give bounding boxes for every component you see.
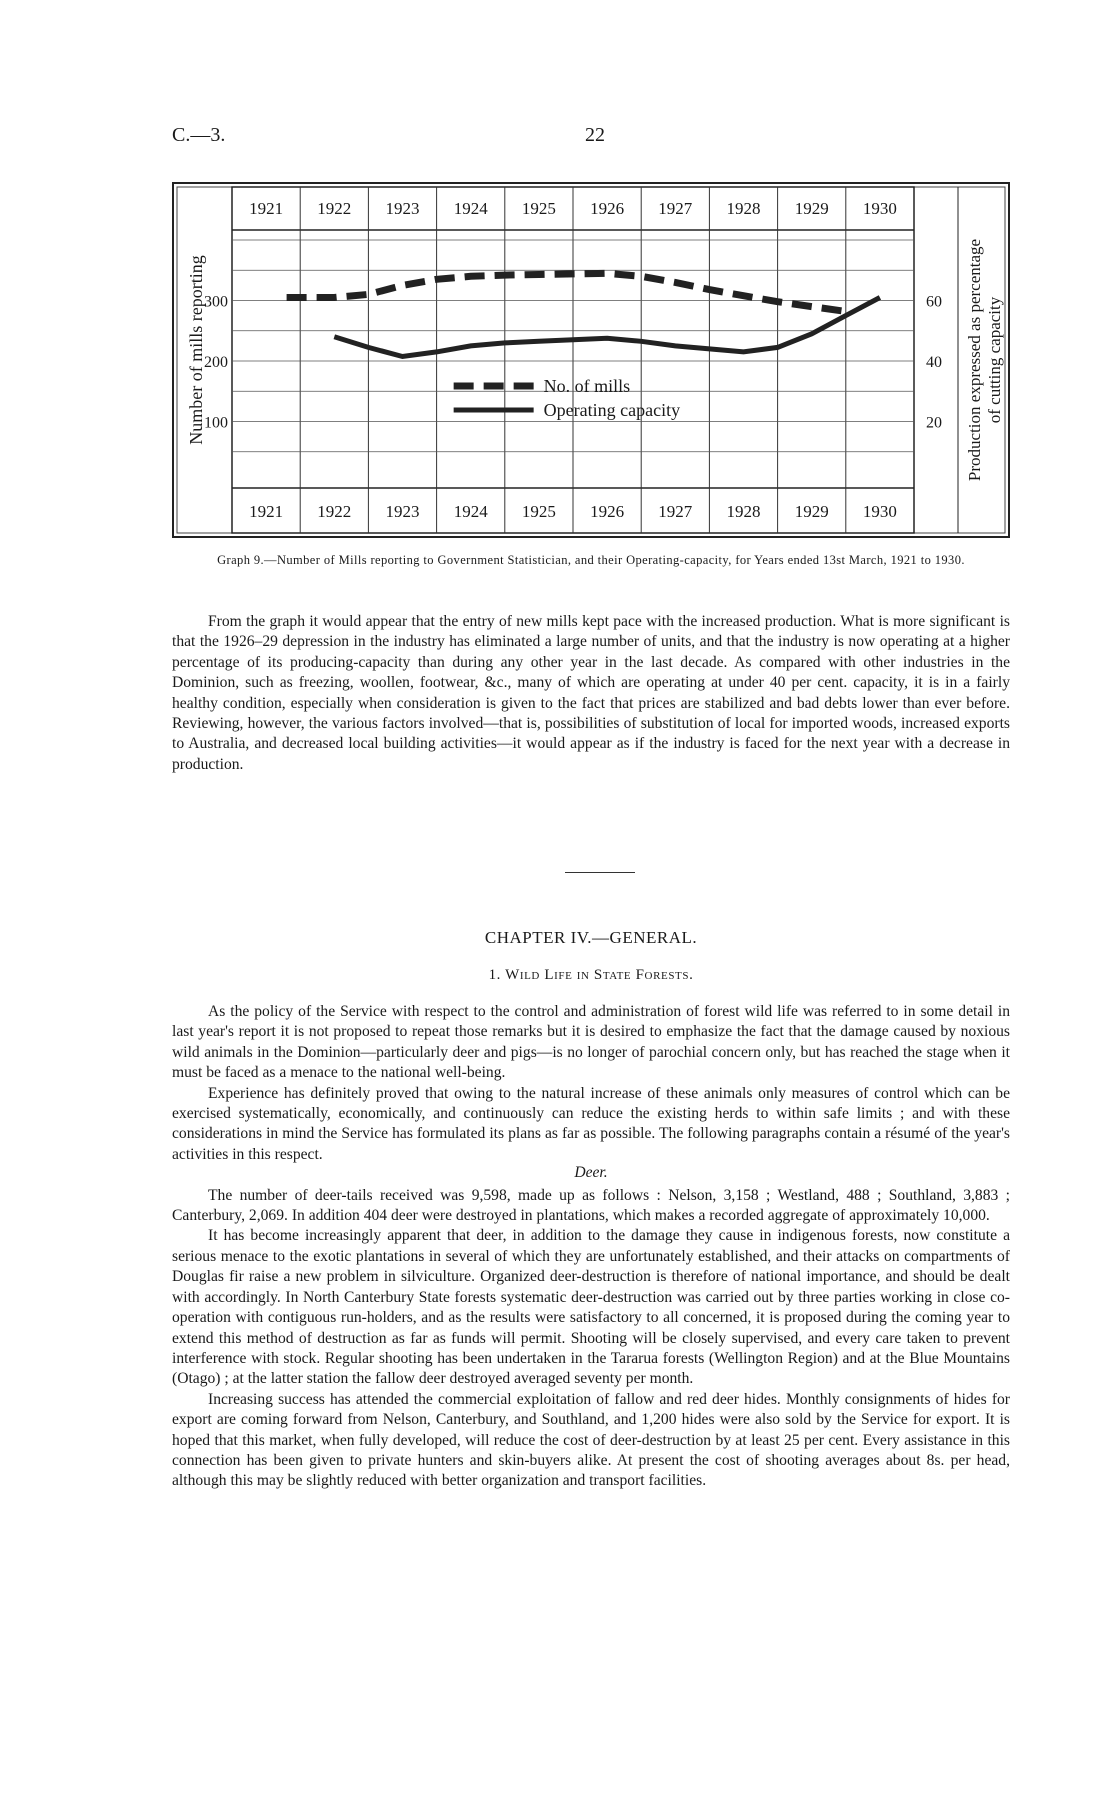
year-label-top: 1921	[249, 199, 284, 218]
year-label-bottom: 1924	[453, 502, 488, 521]
right-tick-label: 60	[926, 293, 942, 311]
right-tick-label: 40	[926, 354, 942, 371]
paragraph: Increasing success has attended the commercial exploitation of fallow and red deer hides. Monthly consignments of hides for export are coming forward from Nelson, Canterbury, and Southland, and 1,200 hides were also sold by the Service for export. It is hoped that this market, when fully developed, will reduce the cost of deer-destruction by at least 25 per cent. Every assistance in this connection has been given to private hunters and skin-buyers alike. At present the cost of shooting averages about 8s. per head, although this may be slightly reduced with better organization and transport facilities.	[172, 1390, 1010, 1490]
legend-capacity-label: Operating capacity	[543, 400, 681, 420]
year-label-top: 1930	[862, 199, 897, 218]
year-label-bottom: 1922	[317, 502, 352, 521]
legend-mills-label: No. of mills	[543, 376, 631, 396]
year-label-top: 1926	[590, 199, 625, 218]
mills-chart	[172, 182, 1010, 538]
year-label-top: 1923	[385, 199, 420, 218]
left-axis-title: Number of mills reporting	[186, 255, 206, 445]
document-reference: C.—3.	[172, 124, 226, 146]
section-title: 1. Wild Life in State Forests.	[488, 967, 694, 983]
chart-border	[173, 183, 1009, 537]
year-label-top: 1922	[317, 199, 352, 218]
year-label-bottom: 1921	[249, 502, 284, 521]
paragraph: It has become increasingly apparent that deer, in addition to the damage they cause in indigenous forests, now constitute a serious menace to the exotic plantations in several of which they are unfortunately established, and their attacks on compartments of Douglas fir raise a new problem in silviculture. Organized deer-destruction is therefore of national importance, and should be dealt with accordingly. In North Canterbury State forests systematic deer-destruction was carried out by three parties working in close co-operation with contiguous run-holders, and as the results were satisfactory to all concerned, it is proposed during the coming year to extend this method of destruction as far as funds will permit. Shooting will be closely supervised, and every care taken to prevent interference with stock. Regular shooting has been undertaken in the Tararua forests (Wellington Region) and at the Blue Mountains (Otago) ; at the latter station the fallow deer destroyed averaged seventy per month.	[172, 1227, 1010, 1388]
chart-caption: Graph 9.—Number of Mills reporting to Government Statistician, and their Operating-capacity, for Years ended 13st March, 1921 to 1930.	[217, 553, 965, 567]
year-label-bottom: 1926	[590, 502, 625, 521]
year-label-top: 1927	[658, 199, 693, 218]
left-tick-label: 200	[204, 354, 228, 371]
paragraph: From the graph it would appear that the entry of new mills kept pace with the increased production. What is more significant is that the 1926–29 depression in the industry has eliminated a large number of units, and that the industry is now operating at a higher percentage of its producing-capacity than during any other year in the last decade. As compared with other industries in the Dominion, such as freezing, woollen, footwear, &c., many of which are operating at under 40 per cent. capacity, it is in a fairly healthy condition, especially when consideration is given to the fact that prices are stabilized and bad debts lower than ever before. Reviewing, however, the various factors involved—that is, possibilities of substitution of local for imported woods, increased exports to Australia, and decreased local building activities—it would appear as if the industry is faced for the next year with a decrease in production.	[172, 613, 1010, 773]
left-tick-label: 300	[204, 293, 228, 311]
right-tick-label: 20	[926, 414, 942, 432]
paragraph: As the policy of the Service with respect to the control and administration of forest wild life was referred to in some detail in last year's report it is not proposed to repeat those remarks but it is desired to emphasize the fact that the damage caused by noxious wild animals in the Dominion—particularly deer and pigs—is no longer of parochial concern only, but has reached the stage when it must be faced as a menace to the national well-being.	[172, 1003, 1010, 1082]
graph-discussion-paragraph	[172, 612, 1010, 775]
chapter-title: CHAPTER IV.—GENERAL.	[484, 928, 698, 947]
year-label-top: 1925	[521, 199, 556, 218]
year-label-top: 1924	[453, 199, 488, 218]
paragraph: The number of deer-tails received was 9,598, made up as follows : Nelson, 3,158 ; Westland, 488 ; Southland, 3,883 ; Canterbury, 2,069. In addition 404 deer were destroyed in plantations, which makes a recorded aggregate of approximately 10,000.	[172, 1186, 1010, 1225]
page-number: 22	[585, 124, 605, 146]
section-divider	[565, 872, 635, 873]
year-label-bottom: 1923	[385, 502, 420, 521]
year-label-top: 1929	[794, 199, 829, 218]
year-label-bottom: 1928	[726, 502, 761, 521]
chart-border-inner	[177, 187, 1005, 533]
wild-life-section	[172, 1002, 1010, 1492]
year-label-bottom: 1930	[862, 502, 897, 521]
right-axis-title: Production expressed as percentageof cutting capacity	[965, 238, 1004, 482]
mills-series-line	[287, 273, 846, 311]
deer-subheading: Deer.	[574, 1164, 608, 1182]
year-label-top: 1928	[726, 199, 761, 218]
year-label-bottom: 1925	[521, 502, 556, 521]
year-label-bottom: 1927	[658, 502, 693, 521]
year-label-bottom: 1929	[794, 502, 829, 521]
paragraph: Experience has definitely proved that owing to the natural increase of these animals only measures of control which can be exercised systematically, economically, and continuously can reduce the existing herds to within safe limits ; and with these considerations in mind the Service has formulated its plans as far as possible. The following paragraphs contain a résumé of the year's activities in this respect.	[172, 1084, 1010, 1163]
left-tick-label: 100	[204, 414, 228, 432]
